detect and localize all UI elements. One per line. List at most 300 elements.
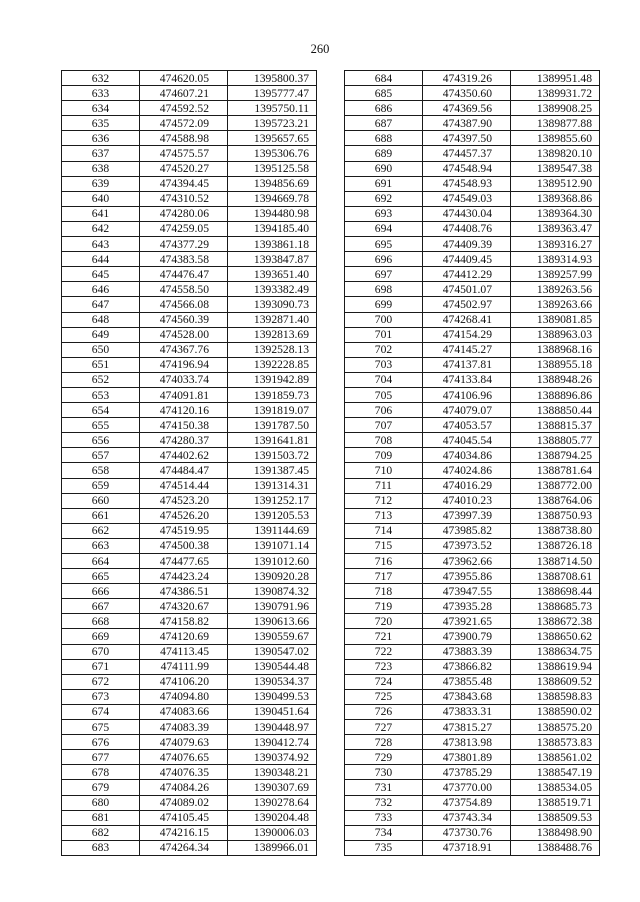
table-row (345, 146, 600, 161)
table-row (345, 689, 600, 704)
y-coordinate-cell: 1388850.44 (511, 403, 600, 418)
y-coordinate-cell: 1388547.19 (511, 765, 600, 780)
y-coordinate-cell: 1389547.38 (511, 161, 600, 176)
point-number-cell: 717 (345, 569, 423, 584)
y-coordinate-cell: 1390559.67 (228, 629, 317, 644)
table-row (62, 478, 317, 493)
y-coordinate-cell: 1390204.48 (228, 810, 317, 825)
table-row (345, 116, 600, 131)
x-coordinate-cell: 474620.05 (140, 71, 228, 86)
table-row (62, 599, 317, 614)
table-row (345, 433, 600, 448)
point-number-cell: 684 (345, 71, 423, 86)
table-row (345, 644, 600, 659)
table-row (62, 810, 317, 825)
y-coordinate-cell: 1390534.37 (228, 674, 317, 689)
table-row (345, 508, 600, 523)
x-coordinate-cell: 474259.05 (140, 221, 228, 236)
x-coordinate-cell: 474268.41 (423, 312, 511, 327)
x-coordinate-cell: 474033.74 (140, 372, 228, 387)
x-coordinate-cell: 474369.56 (423, 101, 511, 116)
point-number-cell: 709 (345, 448, 423, 463)
x-coordinate-cell: 474320.67 (140, 599, 228, 614)
point-number-cell: 715 (345, 538, 423, 553)
table-row (345, 327, 600, 342)
x-coordinate-cell: 473921.65 (423, 614, 511, 629)
table-row (345, 584, 600, 599)
x-coordinate-cell: 474548.94 (423, 161, 511, 176)
x-coordinate-cell: 474383.58 (140, 252, 228, 267)
y-coordinate-cell: 1388772.00 (511, 478, 600, 493)
coordinate-table-left (61, 70, 317, 856)
point-number-cell: 714 (345, 523, 423, 538)
table-row (345, 176, 600, 191)
x-coordinate-cell: 473843.68 (423, 689, 511, 704)
point-number-cell: 687 (345, 116, 423, 131)
x-coordinate-cell: 474502.97 (423, 297, 511, 312)
table-row (62, 750, 317, 765)
x-coordinate-cell: 474079.07 (423, 403, 511, 418)
y-coordinate-cell: 1389908.25 (511, 101, 600, 116)
x-coordinate-cell: 474158.82 (140, 614, 228, 629)
x-coordinate-cell: 474523.20 (140, 493, 228, 508)
y-coordinate-cell: 1389081.85 (511, 312, 600, 327)
table-row (62, 704, 317, 719)
x-coordinate-cell: 474094.80 (140, 689, 228, 704)
x-coordinate-cell: 474310.52 (140, 191, 228, 206)
x-coordinate-cell: 473935.28 (423, 599, 511, 614)
point-number-cell: 654 (62, 403, 140, 418)
table-row (62, 418, 317, 433)
point-number-cell: 661 (62, 508, 140, 523)
table-row (62, 765, 317, 780)
table-row (62, 629, 317, 644)
table-row (345, 206, 600, 221)
y-coordinate-cell: 1389951.48 (511, 71, 600, 86)
table-row (345, 825, 600, 840)
point-number-cell: 639 (62, 176, 140, 191)
point-number-cell: 695 (345, 237, 423, 252)
point-number-cell: 670 (62, 644, 140, 659)
y-coordinate-cell: 1391503.72 (228, 448, 317, 463)
point-number-cell: 657 (62, 448, 140, 463)
y-coordinate-cell: 1394856.69 (228, 176, 317, 191)
table-row (345, 659, 600, 674)
y-coordinate-cell: 1388948.26 (511, 372, 600, 387)
x-coordinate-cell: 474350.60 (423, 86, 511, 101)
y-coordinate-cell: 1388726.18 (511, 538, 600, 553)
point-number-cell: 688 (345, 131, 423, 146)
point-number-cell: 683 (62, 840, 140, 855)
point-number-cell: 708 (345, 433, 423, 448)
point-number-cell: 689 (345, 146, 423, 161)
point-number-cell: 691 (345, 176, 423, 191)
x-coordinate-cell: 474111.99 (140, 659, 228, 674)
y-coordinate-cell: 1391314.31 (228, 478, 317, 493)
y-coordinate-cell: 1393847.87 (228, 252, 317, 267)
y-coordinate-cell: 1388708.61 (511, 569, 600, 584)
table-row (62, 86, 317, 101)
point-number-cell: 728 (345, 735, 423, 750)
y-coordinate-cell: 1391252.17 (228, 493, 317, 508)
y-coordinate-cell: 1388698.44 (511, 584, 600, 599)
table-row (345, 267, 600, 282)
point-number-cell: 690 (345, 161, 423, 176)
point-number-cell: 704 (345, 372, 423, 387)
table-row (345, 750, 600, 765)
table-row (62, 372, 317, 387)
y-coordinate-cell: 1389363.47 (511, 221, 600, 236)
y-coordinate-cell: 1395723.21 (228, 116, 317, 131)
point-number-cell: 640 (62, 191, 140, 206)
table-row (62, 493, 317, 508)
table-row (345, 478, 600, 493)
table-row (345, 342, 600, 357)
point-number-cell: 680 (62, 795, 140, 810)
x-coordinate-cell: 474280.37 (140, 433, 228, 448)
point-number-cell: 727 (345, 720, 423, 735)
x-coordinate-cell: 474477.65 (140, 554, 228, 569)
y-coordinate-cell: 1393382.49 (228, 282, 317, 297)
y-coordinate-cell: 1395125.58 (228, 161, 317, 176)
x-coordinate-cell: 474280.06 (140, 206, 228, 221)
table-row (62, 161, 317, 176)
x-coordinate-cell: 474264.34 (140, 840, 228, 855)
table-row (62, 131, 317, 146)
table-row (62, 433, 317, 448)
point-number-cell: 672 (62, 674, 140, 689)
point-number-cell: 645 (62, 267, 140, 282)
y-coordinate-cell: 1391387.45 (228, 463, 317, 478)
y-coordinate-cell: 1388714.50 (511, 554, 600, 569)
x-coordinate-cell: 474319.26 (423, 71, 511, 86)
point-number-cell: 707 (345, 418, 423, 433)
point-number-cell: 676 (62, 735, 140, 750)
y-coordinate-cell: 1390278.64 (228, 795, 317, 810)
y-coordinate-cell: 1388963.03 (511, 327, 600, 342)
point-number-cell: 679 (62, 780, 140, 795)
x-coordinate-cell: 474113.45 (140, 644, 228, 659)
x-coordinate-cell: 474484.47 (140, 463, 228, 478)
table-row (62, 146, 317, 161)
y-coordinate-cell: 1389257.99 (511, 267, 600, 282)
table-row (345, 614, 600, 629)
y-coordinate-cell: 1388815.37 (511, 418, 600, 433)
y-coordinate-cell: 1388598.83 (511, 689, 600, 704)
point-number-cell: 674 (62, 704, 140, 719)
point-number-cell: 675 (62, 720, 140, 735)
point-number-cell: 685 (345, 86, 423, 101)
point-number-cell: 642 (62, 221, 140, 236)
y-coordinate-cell: 1389314.93 (511, 252, 600, 267)
x-coordinate-cell: 474076.65 (140, 750, 228, 765)
point-number-cell: 637 (62, 146, 140, 161)
point-number-cell: 666 (62, 584, 140, 599)
x-coordinate-cell: 474106.96 (423, 387, 511, 402)
table-row (62, 795, 317, 810)
point-number-cell: 713 (345, 508, 423, 523)
point-number-cell: 722 (345, 644, 423, 659)
point-number-cell: 730 (345, 765, 423, 780)
point-number-cell: 700 (345, 312, 423, 327)
point-number-cell: 678 (62, 765, 140, 780)
x-coordinate-cell: 473997.39 (423, 508, 511, 523)
point-number-cell: 643 (62, 237, 140, 252)
point-number-cell: 720 (345, 614, 423, 629)
point-number-cell: 635 (62, 116, 140, 131)
y-coordinate-cell: 1390006.03 (228, 825, 317, 840)
y-coordinate-cell: 1388609.52 (511, 674, 600, 689)
x-coordinate-cell: 473900.79 (423, 629, 511, 644)
table-row (62, 523, 317, 538)
y-coordinate-cell: 1388509.53 (511, 810, 600, 825)
table-row (345, 191, 600, 206)
table-row (62, 357, 317, 372)
point-number-cell: 671 (62, 659, 140, 674)
table-row (345, 71, 600, 86)
point-number-cell: 706 (345, 403, 423, 418)
x-coordinate-cell: 474409.39 (423, 237, 511, 252)
y-coordinate-cell: 1391819.07 (228, 403, 317, 418)
x-coordinate-cell: 473962.66 (423, 554, 511, 569)
x-coordinate-cell: 473855.48 (423, 674, 511, 689)
x-coordinate-cell: 474120.69 (140, 629, 228, 644)
table-row (345, 674, 600, 689)
y-coordinate-cell: 1392228.85 (228, 357, 317, 372)
y-coordinate-cell: 1391641.81 (228, 433, 317, 448)
x-coordinate-cell: 474133.84 (423, 372, 511, 387)
y-coordinate-cell: 1394669.78 (228, 191, 317, 206)
table-row (62, 267, 317, 282)
y-coordinate-cell: 1388619.94 (511, 659, 600, 674)
x-coordinate-cell: 474083.66 (140, 704, 228, 719)
point-number-cell: 664 (62, 554, 140, 569)
y-coordinate-cell: 1394185.40 (228, 221, 317, 236)
table-row (62, 221, 317, 236)
table-row (345, 765, 600, 780)
point-number-cell: 681 (62, 810, 140, 825)
point-number-cell: 653 (62, 387, 140, 402)
y-coordinate-cell: 1389877.88 (511, 116, 600, 131)
x-coordinate-cell: 474154.29 (423, 327, 511, 342)
y-coordinate-cell: 1390307.69 (228, 780, 317, 795)
table-row (345, 720, 600, 735)
table-row (62, 554, 317, 569)
point-number-cell: 735 (345, 840, 423, 855)
x-coordinate-cell: 474150.38 (140, 418, 228, 433)
table-row (62, 448, 317, 463)
y-coordinate-cell: 1388968.16 (511, 342, 600, 357)
table-row (62, 659, 317, 674)
table-row (62, 689, 317, 704)
x-coordinate-cell: 473973.52 (423, 538, 511, 553)
x-coordinate-cell: 474549.03 (423, 191, 511, 206)
y-coordinate-cell: 1389263.56 (511, 282, 600, 297)
table-row (345, 735, 600, 750)
table-row (62, 840, 317, 855)
y-coordinate-cell: 1391071.14 (228, 538, 317, 553)
y-coordinate-cell: 1389966.01 (228, 840, 317, 855)
table-row (62, 825, 317, 840)
x-coordinate-cell: 474528.00 (140, 327, 228, 342)
point-number-cell: 710 (345, 463, 423, 478)
table-row (345, 523, 600, 538)
point-number-cell: 667 (62, 599, 140, 614)
table-row (62, 101, 317, 116)
table-row (345, 780, 600, 795)
y-coordinate-cell: 1395800.37 (228, 71, 317, 86)
y-coordinate-cell: 1390791.96 (228, 599, 317, 614)
x-coordinate-cell: 474216.15 (140, 825, 228, 840)
point-number-cell: 726 (345, 704, 423, 719)
table-row (62, 237, 317, 252)
y-coordinate-cell: 1388764.06 (511, 493, 600, 508)
x-coordinate-cell: 473866.82 (423, 659, 511, 674)
x-coordinate-cell: 473815.27 (423, 720, 511, 735)
point-number-cell: 634 (62, 101, 140, 116)
table-row (345, 704, 600, 719)
point-number-cell: 638 (62, 161, 140, 176)
y-coordinate-cell: 1390348.21 (228, 765, 317, 780)
point-number-cell: 724 (345, 674, 423, 689)
x-coordinate-cell: 474423.24 (140, 569, 228, 584)
y-coordinate-cell: 1389512.90 (511, 176, 600, 191)
table-row (62, 206, 317, 221)
x-coordinate-cell: 474500.38 (140, 538, 228, 553)
x-coordinate-cell: 473985.82 (423, 523, 511, 538)
point-number-cell: 659 (62, 478, 140, 493)
point-number-cell: 703 (345, 357, 423, 372)
point-number-cell: 648 (62, 312, 140, 327)
x-coordinate-cell: 474520.27 (140, 161, 228, 176)
y-coordinate-cell: 1395750.11 (228, 101, 317, 116)
point-number-cell: 652 (62, 372, 140, 387)
table-row (345, 493, 600, 508)
y-coordinate-cell: 1388738.80 (511, 523, 600, 538)
y-coordinate-cell: 1391787.50 (228, 418, 317, 433)
y-coordinate-cell: 1388590.02 (511, 704, 600, 719)
table-row (62, 538, 317, 553)
y-coordinate-cell: 1393861.18 (228, 237, 317, 252)
y-coordinate-cell: 1388488.76 (511, 840, 600, 855)
table-row (345, 372, 600, 387)
x-coordinate-cell: 474045.54 (423, 433, 511, 448)
y-coordinate-cell: 1389316.27 (511, 237, 600, 252)
y-coordinate-cell: 1388781.64 (511, 463, 600, 478)
y-coordinate-cell: 1388573.83 (511, 735, 600, 750)
y-coordinate-cell: 1389931.72 (511, 86, 600, 101)
point-number-cell: 719 (345, 599, 423, 614)
x-coordinate-cell: 474367.76 (140, 342, 228, 357)
y-coordinate-cell: 1389263.66 (511, 297, 600, 312)
point-number-cell: 669 (62, 629, 140, 644)
x-coordinate-cell: 474196.94 (140, 357, 228, 372)
point-number-cell: 650 (62, 342, 140, 357)
point-number-cell: 729 (345, 750, 423, 765)
x-coordinate-cell: 474397.50 (423, 131, 511, 146)
point-number-cell: 649 (62, 327, 140, 342)
x-coordinate-cell: 474076.35 (140, 765, 228, 780)
x-coordinate-cell: 474519.95 (140, 523, 228, 538)
point-number-cell: 644 (62, 252, 140, 267)
y-coordinate-cell: 1390412.74 (228, 735, 317, 750)
y-coordinate-cell: 1390544.48 (228, 659, 317, 674)
y-coordinate-cell: 1388561.02 (511, 750, 600, 765)
table-row (62, 297, 317, 312)
table-row (345, 221, 600, 236)
y-coordinate-cell: 1390451.64 (228, 704, 317, 719)
x-coordinate-cell: 473743.34 (423, 810, 511, 825)
table-row (62, 191, 317, 206)
table-row (62, 116, 317, 131)
x-coordinate-cell: 474034.86 (423, 448, 511, 463)
x-coordinate-cell: 474083.39 (140, 720, 228, 735)
x-coordinate-cell: 474588.98 (140, 131, 228, 146)
x-coordinate-cell: 474024.86 (423, 463, 511, 478)
point-number-cell: 731 (345, 780, 423, 795)
point-number-cell: 663 (62, 538, 140, 553)
coordinate-table-right (344, 70, 600, 856)
x-coordinate-cell: 474387.90 (423, 116, 511, 131)
x-coordinate-cell: 474377.29 (140, 237, 228, 252)
point-number-cell: 692 (345, 191, 423, 206)
table-row (345, 554, 600, 569)
x-coordinate-cell: 474402.62 (140, 448, 228, 463)
point-number-cell: 733 (345, 810, 423, 825)
table-row (345, 840, 600, 855)
page-number: 260 (310, 42, 330, 56)
y-coordinate-cell: 1392528.13 (228, 342, 317, 357)
table-row (62, 252, 317, 267)
y-coordinate-cell: 1388685.73 (511, 599, 600, 614)
x-coordinate-cell: 474409.45 (423, 252, 511, 267)
x-coordinate-cell: 473785.29 (423, 765, 511, 780)
x-coordinate-cell: 473801.89 (423, 750, 511, 765)
y-coordinate-cell: 1389364.30 (511, 206, 600, 221)
table-row (345, 569, 600, 584)
table-row (345, 282, 600, 297)
y-coordinate-cell: 1388575.20 (511, 720, 600, 735)
table-row (62, 674, 317, 689)
x-coordinate-cell: 474457.37 (423, 146, 511, 161)
x-coordinate-cell: 473833.31 (423, 704, 511, 719)
point-number-cell: 705 (345, 387, 423, 402)
x-coordinate-cell: 474091.81 (140, 387, 228, 402)
point-number-cell: 725 (345, 689, 423, 704)
y-coordinate-cell: 1390874.32 (228, 584, 317, 599)
point-number-cell: 660 (62, 493, 140, 508)
point-number-cell: 646 (62, 282, 140, 297)
table-row (62, 463, 317, 478)
x-coordinate-cell: 474084.26 (140, 780, 228, 795)
y-coordinate-cell: 1388896.86 (511, 387, 600, 402)
point-number-cell: 668 (62, 614, 140, 629)
y-coordinate-cell: 1391144.69 (228, 523, 317, 538)
point-number-cell: 694 (345, 221, 423, 236)
y-coordinate-cell: 1388672.38 (511, 614, 600, 629)
point-number-cell: 651 (62, 357, 140, 372)
y-coordinate-cell: 1390547.02 (228, 644, 317, 659)
x-coordinate-cell: 474575.57 (140, 146, 228, 161)
x-coordinate-cell: 474501.07 (423, 282, 511, 297)
table-row (62, 735, 317, 750)
x-coordinate-cell: 474106.20 (140, 674, 228, 689)
point-number-cell: 734 (345, 825, 423, 840)
point-number-cell: 721 (345, 629, 423, 644)
table-row (345, 448, 600, 463)
x-coordinate-cell: 474558.50 (140, 282, 228, 297)
x-coordinate-cell: 474592.52 (140, 101, 228, 116)
